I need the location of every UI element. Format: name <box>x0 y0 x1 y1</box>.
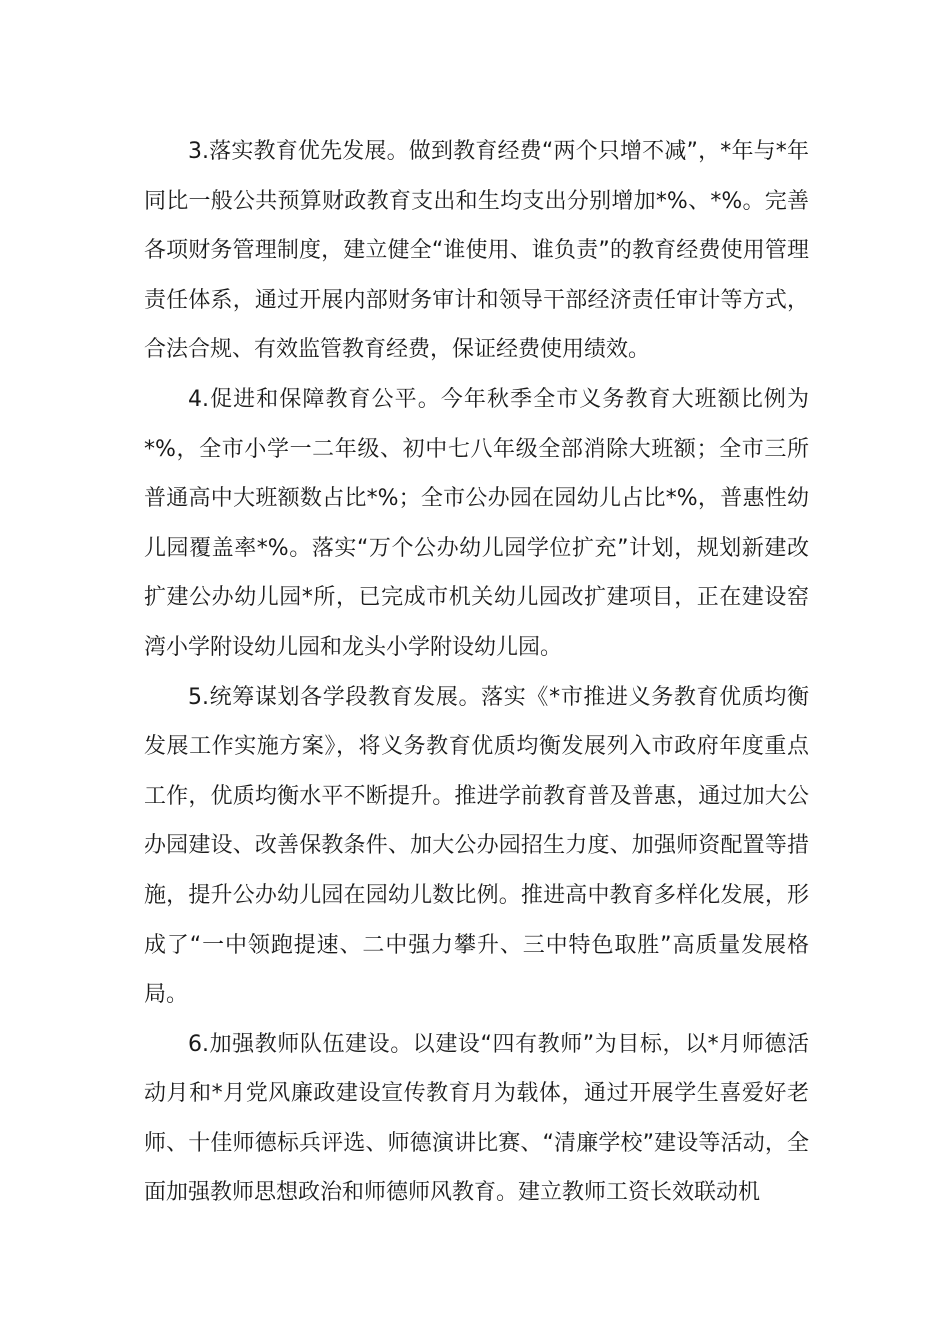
paragraph-education-equity: 4.促进和保障教育公平。今年秋季全市义务教育大班额比例为*%，全市小学一二年级、初中七八年级全部消除大班额；全市三所普通高中大班额数占比*%；全市公办园在园幼儿占比*%，普惠性幼儿园覆盖率*%。落实“万个公办幼儿园学位扩充”计划，规划新建改扩建公办幼儿园*所，已完成市机关幼儿园改扩建项目，正在建设窑湾小学附设幼儿园和龙头小学附设幼儿园。 <box>144 386 809 660</box>
paragraph-education-priority: 3.落实教育优先发展。做到教育经费“两个只增不减”，*年与*年同比一般公共预算财政教育支出和生均支出分别增加*%、*%。完善各项财务管理制度，建立健全“谁使用、谁负责”的教育经费使用管理责任体系，通过开展内部财务审计和领导干部经济责任审计等方式，合法合规、有效监管教育经费，保证经费使用绩效。 <box>144 139 809 363</box>
document-body <box>144 127 809 1218</box>
paragraph-stage-development: 5.统筹谋划各学段教育发展。落实《*市推进义务教育优质均衡发展工作实施方案》，将义务教育优质均衡发展列入市政府年度重点工作，优质均衡水平不断提升。推进学前教育普及普惠，通过加大公办园建设、改善保教条件、加大公办园招生力度、加强师资配置等措施，提升公办幼儿园在园幼儿数比例。推进高中教育多样化发展，形成了“一中领跑提速、二中强力攀升、三中特色取胜”高质量发展格局。 <box>144 684 809 1008</box>
paragraph-teacher-team: 6.加强教师队伍建设。以建设“四有教师”为目标，以*月师德活动月和*月党风廉政建设宣传教育月为载体，通过开展学生喜爱好老师、十佳师德标兵评选、师德演讲比赛、“清廉学校”建设等活动，全面加强教师思想政治和师德师风教育。建立教师工资长效联动机 <box>144 1031 809 1206</box>
